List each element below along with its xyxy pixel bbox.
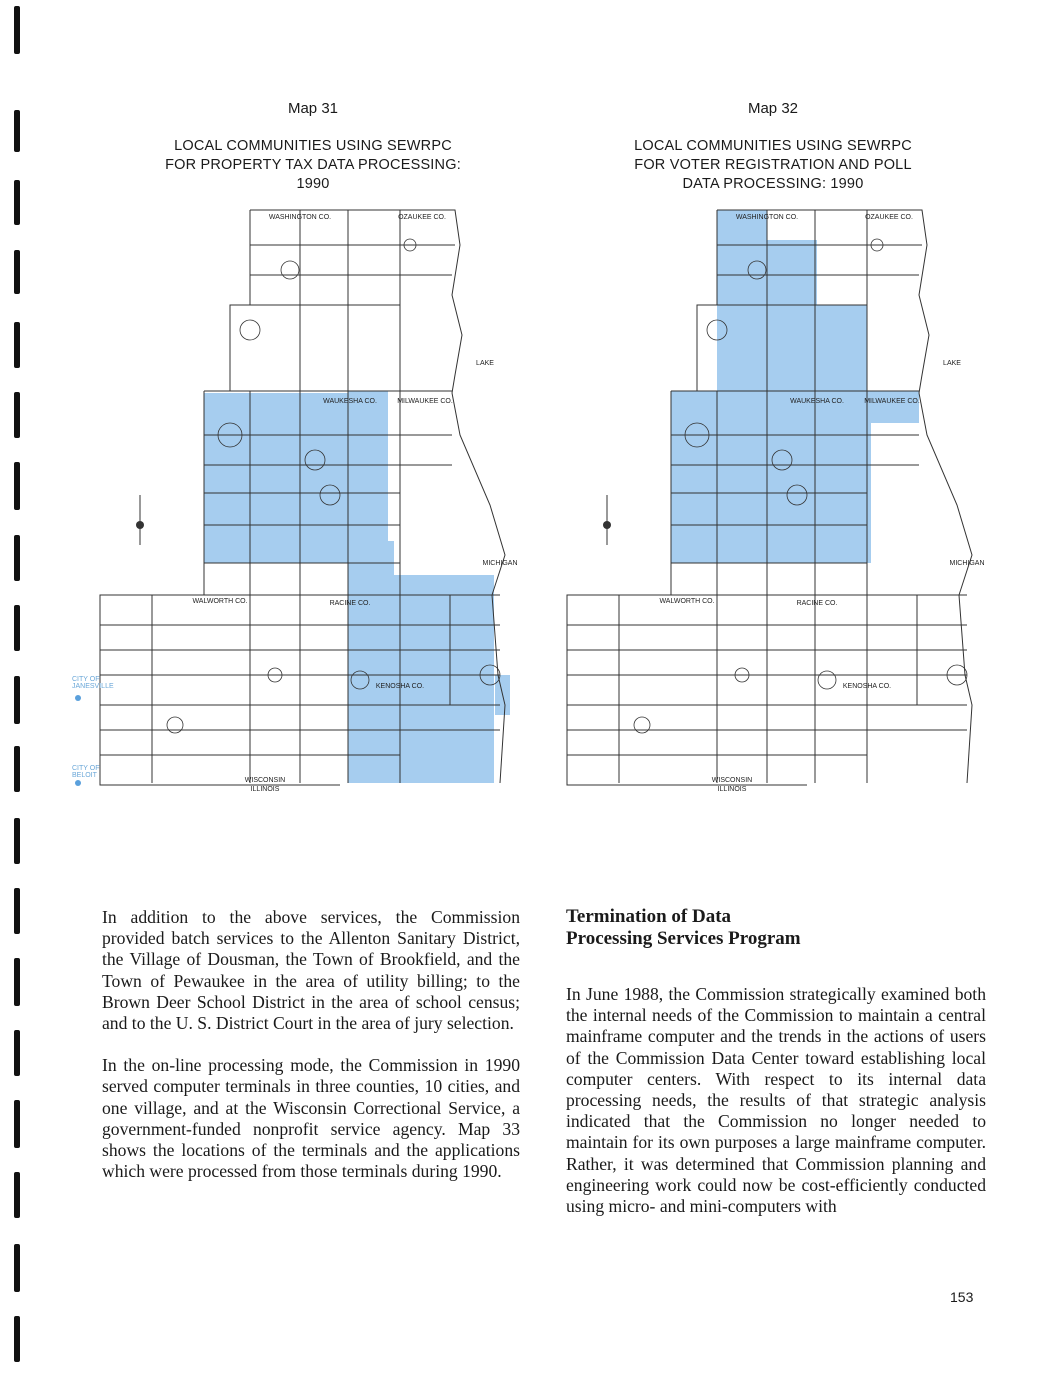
right-paragraph-1: In June 1988, the Commission strategically examined both the internal needs of the Commission to maintain a central mainframe computer and the trends in the actions of users of the Commission Data Center toward establishing local computer centers. With respect to its internal data processing needs, the results of that strategic analysis indicated that the Commission no longer needed to maintain for its own purposes a large mainframe computer. Rather, it was determined that Commission planning and engineering work could now be cost-efficiently conducted using micro- and mini-computers with	[566, 984, 986, 1217]
left-paragraph-1: In addition to the above services, the Commission provided batch services to the Allenton Sanitary District, the Village of Dousman, the Town of Brookfield, and the Town of Pewaukee in the area of utility billing; to the Brown Deer School District in the area of school census; and to the U. S. District Court in the area of jury selection.	[102, 907, 520, 1034]
map-32-label-racine: RACINE CO.	[796, 600, 838, 607]
binding-mark	[14, 110, 20, 152]
map-31-label-lake: LAKE	[476, 360, 494, 367]
binding-mark	[14, 888, 20, 934]
map-31-label-kenosha: KENOSHA CO.	[375, 683, 425, 690]
map-32-label-kenosha: KENOSHA CO.	[842, 683, 892, 690]
map-32-highlight	[671, 210, 919, 563]
binding-mark	[14, 605, 20, 651]
binding-mark	[14, 958, 20, 1006]
binding-mark	[14, 250, 20, 294]
map-31-label-racine: RACINE CO.	[329, 600, 371, 607]
map-32-label-washington: WASHINGTON CO.	[735, 214, 799, 221]
map-31-label-milwaukee: MILWAUKEE CO.	[397, 398, 453, 405]
section-heading	[566, 906, 886, 950]
map-32-label-michigan: MICHIGAN	[949, 560, 985, 567]
map-31-label-michigan: MICHIGAN	[482, 560, 518, 567]
binding-mark	[14, 6, 20, 54]
page-number: 153	[950, 1289, 974, 1305]
right-column	[566, 984, 986, 1238]
binding-mark	[14, 1172, 20, 1218]
binding-mark	[14, 676, 20, 724]
map-31-north-arrow	[136, 495, 144, 545]
map-32-title-line-1: LOCAL COMMUNITIES USING SEWRPC	[634, 138, 912, 154]
binding-mark	[14, 392, 20, 438]
binding-mark	[14, 1100, 20, 1148]
map-31-label-washington: WASHINGTON CO.	[268, 214, 332, 221]
map-31-label-walworth: WALWORTH CO.	[192, 598, 248, 605]
map-31	[100, 205, 518, 795]
map-32-label-milwaukee: MILWAUKEE CO.	[864, 398, 920, 405]
map-32-north-arrow	[603, 495, 611, 545]
map-31-title-line-2: FOR PROPERTY TAX DATA PROCESSING: 1990	[165, 157, 461, 192]
map-32-label-waukesha: WAUKESHA CO.	[790, 398, 844, 405]
binding-mark	[14, 322, 20, 368]
map-31-label-wisconsin: WISCONSIN	[244, 777, 286, 784]
map-32-caption	[623, 100, 923, 194]
map-32-title-line-2: FOR VOTER REGISTRATION AND POLL	[634, 157, 912, 173]
binding-mark	[14, 180, 20, 225]
binding-mark	[14, 1030, 20, 1076]
map-32-title-line-3: DATA PROCESSING: 1990	[682, 176, 864, 192]
map-32-label-wisconsin: WISCONSIN	[711, 777, 753, 784]
map-31-label-illinois: ILLINOIS	[250, 786, 280, 793]
map-32-label-lake: LAKE	[943, 360, 961, 367]
binding-mark	[14, 746, 20, 792]
beloit-dot	[75, 780, 81, 786]
binding-mark	[14, 1316, 20, 1362]
binding-strip	[0, 0, 40, 1379]
map-32-label-walworth: WALWORTH CO.	[659, 598, 715, 605]
side-label-beloit: CITY OF BELOIT	[72, 765, 100, 779]
map-31-title-line-1: LOCAL COMMUNITIES USING SEWRPC	[174, 138, 452, 154]
janesville-dot	[75, 695, 81, 701]
map-32-label-ozaukee: OZAUKEE CO.	[865, 214, 913, 221]
left-paragraph-2: In the on-line processing mode, the Commission in 1990 served computer terminals in three counties, 10 cities, and one village, and at the Wisconsin Correctional Service, a government-funded nonprofit service agency. Map 33 shows the locations of the terminals and the applications which were processed from those terminals during 1990.	[102, 1055, 520, 1182]
map-31-caption	[163, 100, 463, 194]
binding-mark	[14, 462, 20, 510]
map-32-number: Map 32	[747, 100, 799, 117]
section-heading-line-1: Termination of Data	[566, 906, 732, 927]
binding-mark	[14, 535, 20, 581]
left-column	[102, 907, 520, 1203]
map-32-label-illinois: ILLINOIS	[717, 786, 747, 793]
section-heading-line-2: Processing Services Program	[566, 928, 801, 949]
binding-mark	[14, 1244, 20, 1292]
map-31-label-ozaukee: OZAUKEE CO.	[398, 214, 446, 221]
side-label-janesville: CITY OF JANESVILLE	[72, 676, 114, 690]
binding-mark	[14, 818, 20, 864]
map-32	[567, 205, 987, 795]
map-31-label-waukesha: WAUKESHA CO.	[323, 398, 377, 405]
map-31-number: Map 31	[287, 100, 339, 117]
